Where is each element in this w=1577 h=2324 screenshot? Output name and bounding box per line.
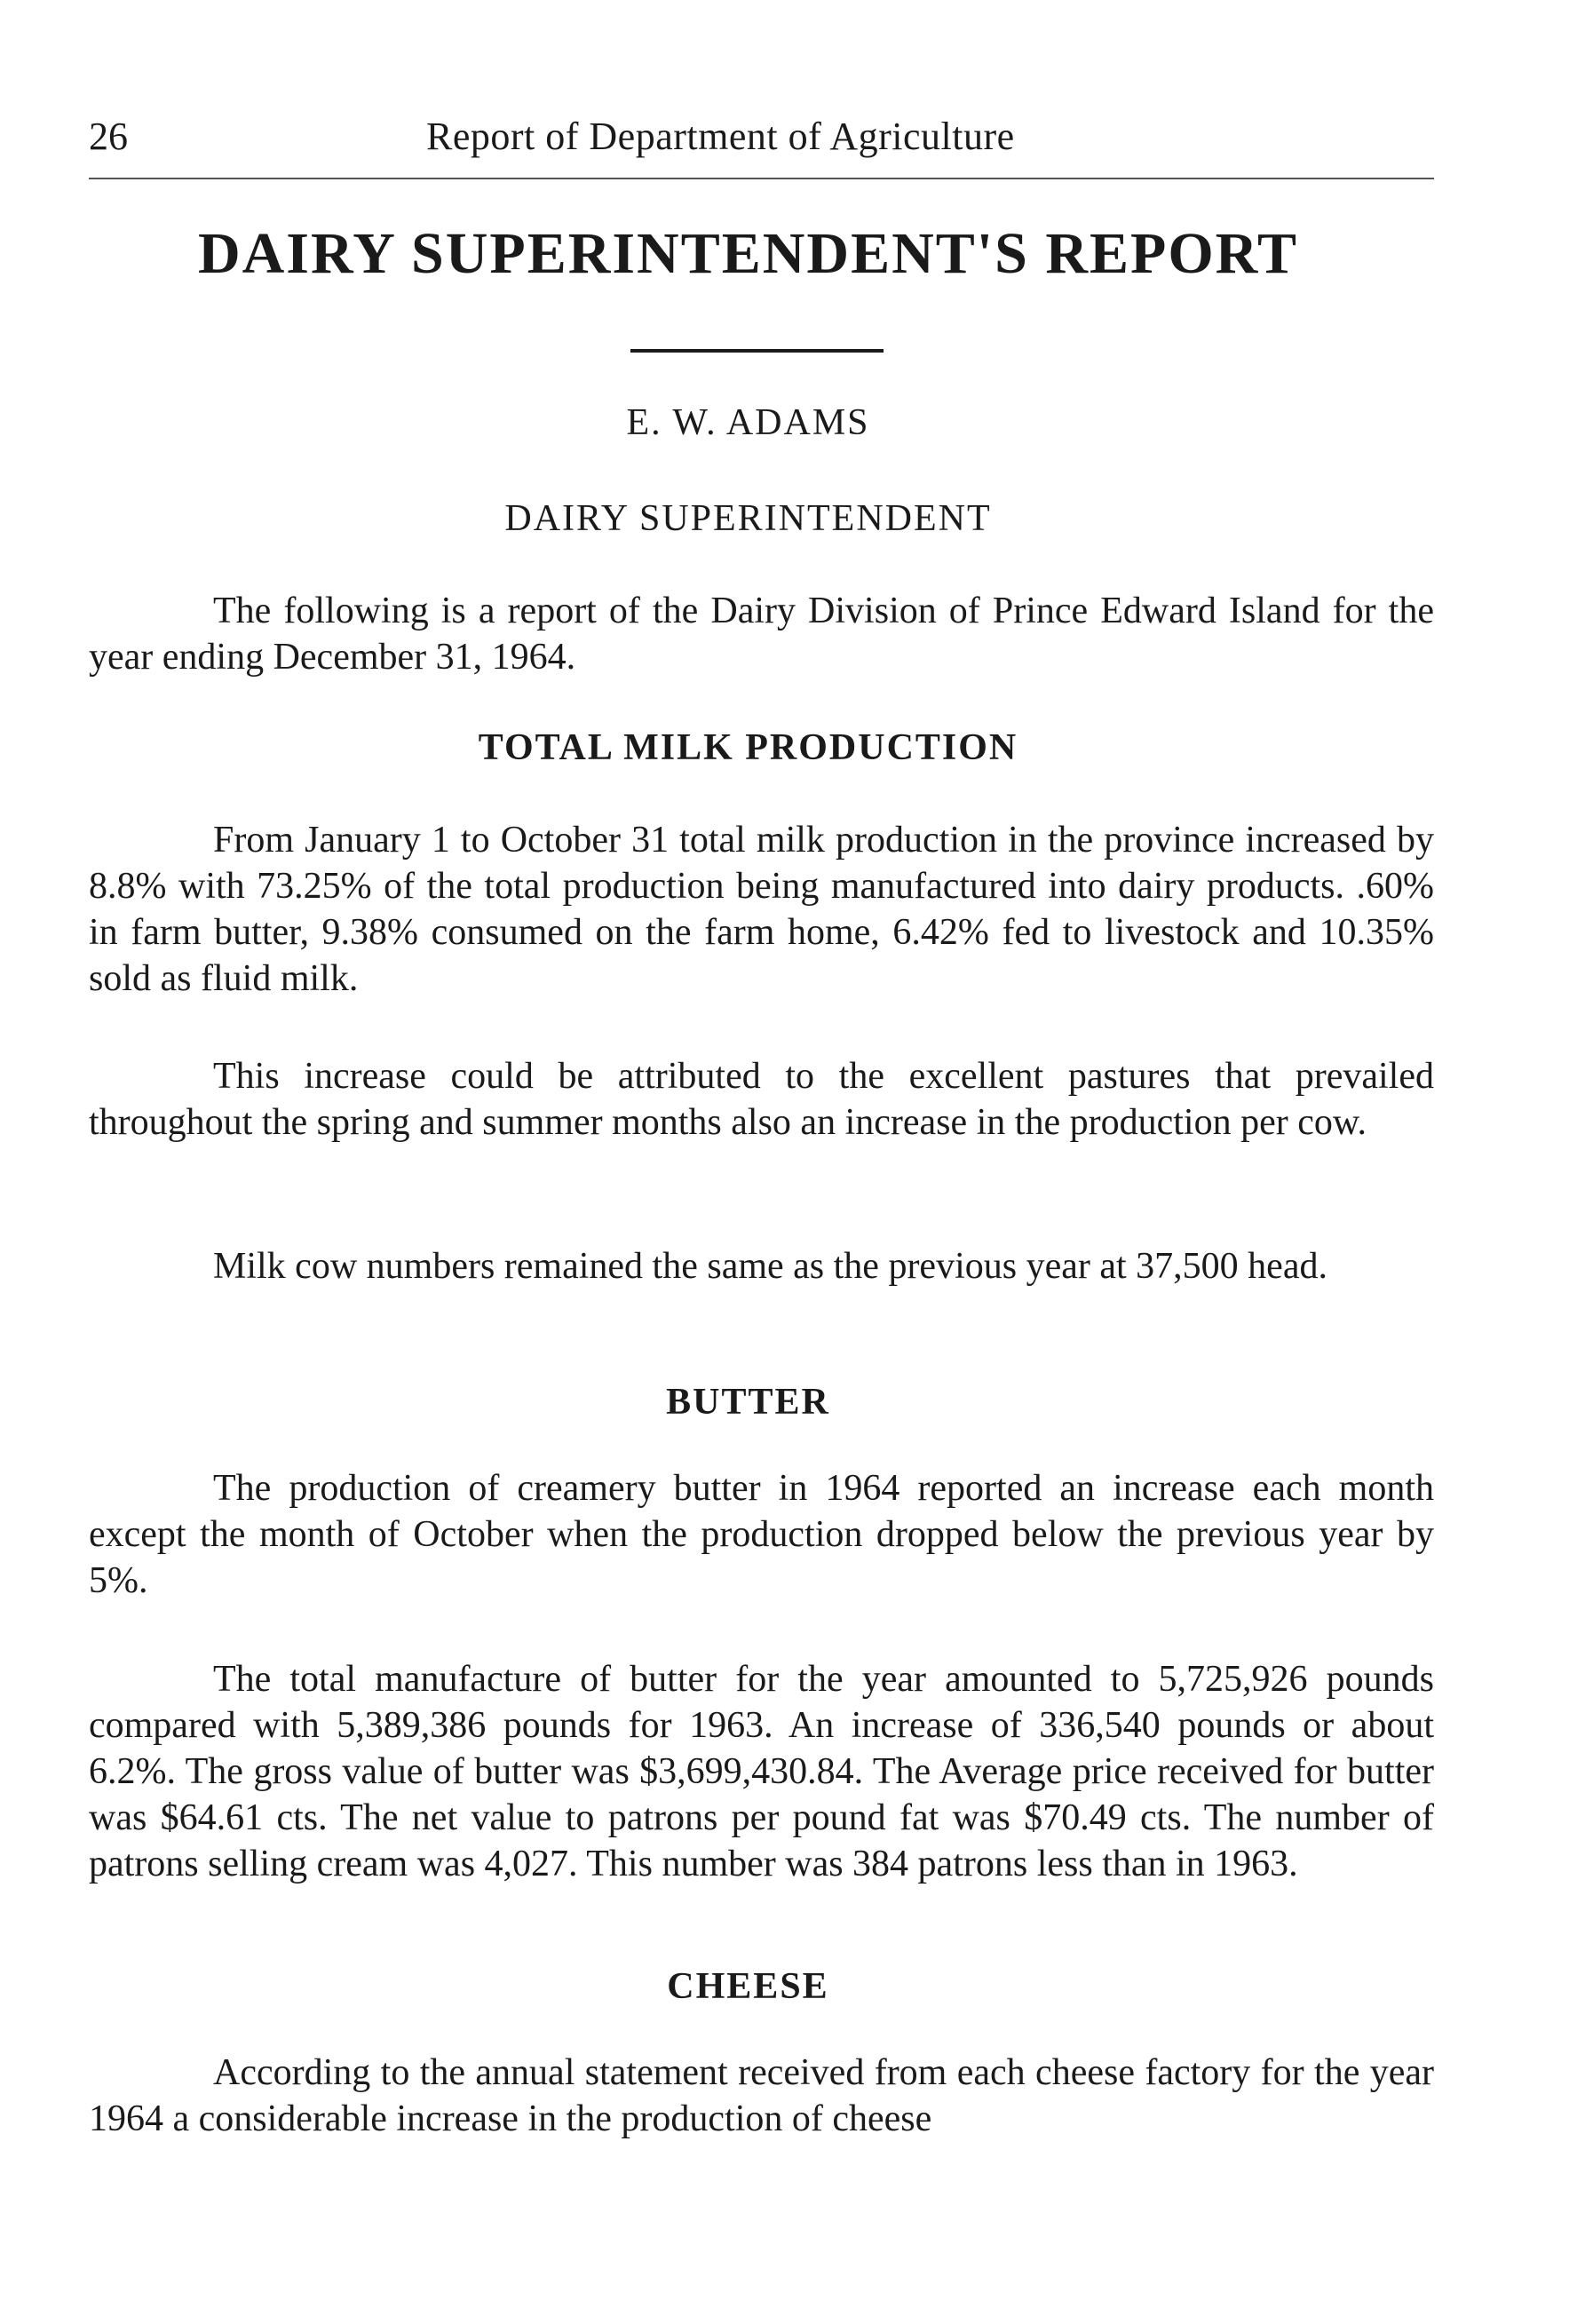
- paragraph: The total manufacture of butter for the year amounted to 5,725,926 pounds compared with 5,389,386 pounds for 1963. An increase of 336,540 pounds or about 6.2%. The gross value of butter was $3,699,430.84. The Average price received for butter was $64.61 cts. The net value to patrons per pound fat was $70.49 cts. The number of patrons selling cream was 4,027. This number was 384 patrons less than in 1963.: [89, 1659, 1434, 1884]
- paragraph: From January 1 to October 31 total milk production in the province increased by 8.8% with 73.25% of the total production being manufactured into dairy products. .60% in farm butter, 9.38% consumed on the farm home, 6.42% fed to livestock and 10.35% sold as fluid milk.: [89, 820, 1434, 999]
- paragraph: This increase could be attributed to the excellent pastures that prevailed throughout the spring and summer months also an increase in the production per cow.: [89, 1056, 1434, 1143]
- author-name: E. W. ADAMS: [626, 402, 870, 443]
- paragraph: According to the annual statement received from each cheese factory for the year 1964 a considerable increase in the production of cheese: [89, 2052, 1434, 2139]
- section-heading-cheese: CHEESE: [667, 1966, 829, 2007]
- intro-paragraph: The following is a report of the Dairy Division of Prince Edward Island for the year ending December 31, 1964.: [89, 591, 1434, 678]
- author-position: DAIRY SUPERINTENDENT: [504, 498, 992, 539]
- paragraph: The production of creamery butter in 1964 reported an increase each month except the month of October when the production dropped below the previous year by 5%.: [89, 1468, 1434, 1601]
- paragraph: Milk cow numbers remained the same as the previous year at 37,500 head.: [213, 1246, 1327, 1287]
- section-heading-total-milk-production: TOTAL MILK PRODUCTION: [478, 727, 1018, 768]
- header-rule: [89, 178, 1434, 179]
- section-heading-butter: BUTTER: [666, 1382, 830, 1423]
- running-title: Report of Department of Agriculture: [426, 115, 1015, 158]
- title-divider: [630, 349, 884, 353]
- report-title: DAIRY SUPERINTENDENT'S REPORT: [197, 221, 1299, 286]
- page-number: 26: [89, 115, 128, 158]
- running-header: [89, 114, 1434, 167]
